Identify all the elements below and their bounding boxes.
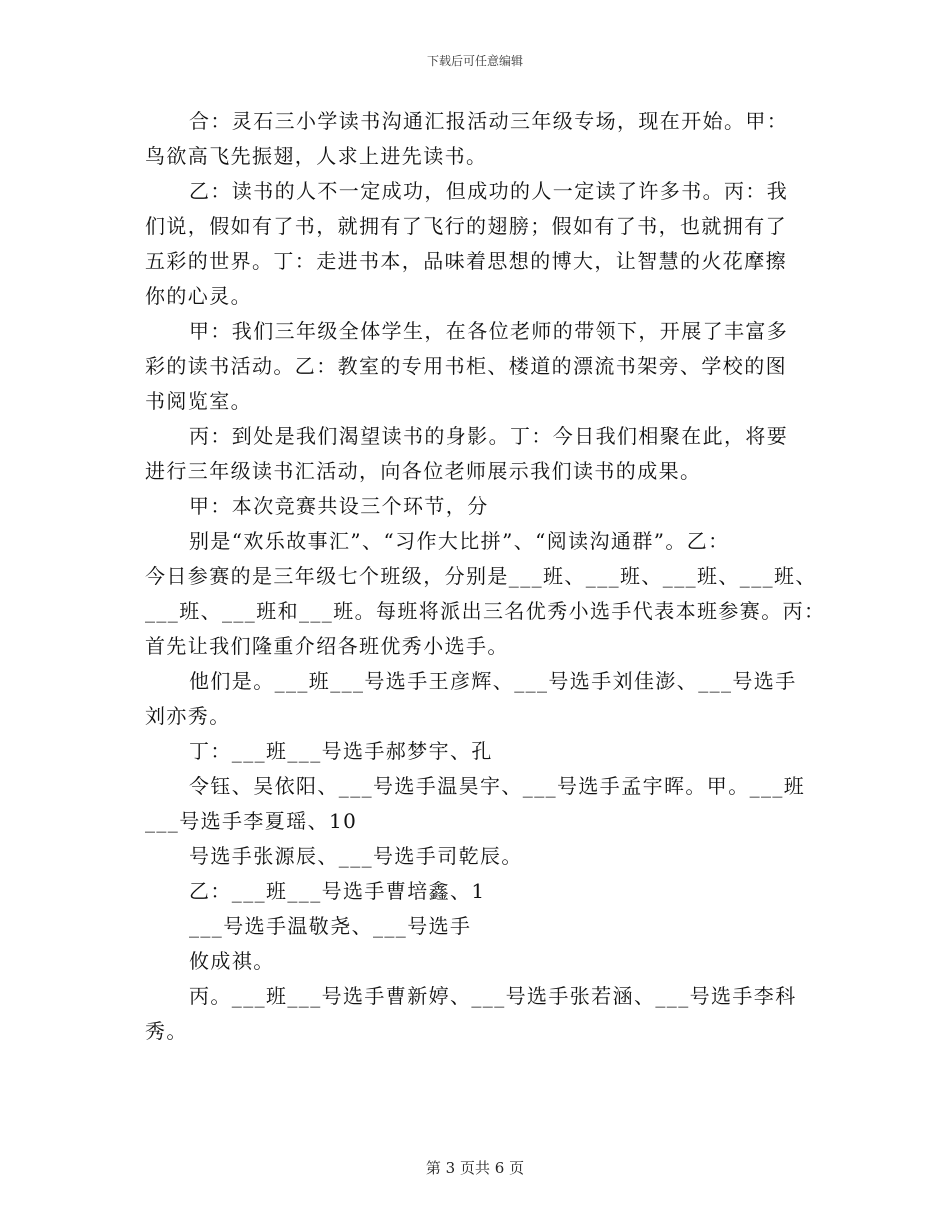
page-footer: 第 3 页共 6 页 (425, 1159, 525, 1177)
text-line: 号选手张源辰、___号选手司乾辰。 (189, 844, 523, 868)
text-line: 刘亦秀。 (145, 704, 231, 728)
text-line: 令钰、吴依阳、___号选手温昊宇、___号选手孟宇晖。甲。___班 (189, 774, 806, 798)
text-line: 合：灵石三小学读书沟通汇报活动三年级专场，现在开始。甲： (189, 109, 789, 133)
text-line: 丙：到处是我们渴望读书的身影。丁：今日我们相聚在此，将要 (189, 424, 789, 448)
text-line: ___号选手李夏瑶、10 (145, 809, 358, 833)
text-line: 进行三年级读书汇活动，向各位老师展示我们读书的成果。 (145, 459, 702, 483)
text-line: 他们是。___班___号选手王彦辉、___号选手刘佳澎、___号选手 (189, 669, 797, 693)
text-line: 攸成祺。 (189, 949, 275, 973)
text-line: 丙。___班___号选手曹新婷、___号选手张若涵、___号选手李科 (189, 984, 797, 1008)
text-line: 乙：读书的人不一定成功，但成功的人一定读了许多书。丙：我 (189, 179, 789, 203)
text-line: 甲：本次竞赛共设三个环节，分 (189, 494, 489, 518)
text-line: 今日参赛的是三年级七个班级，分别是___班、___班、___班、___班、 (145, 564, 817, 588)
text-line: 彩的读书活动。乙：教室的专用书柜、楼道的漂流书架旁、学校的图 (145, 354, 787, 378)
text-line: 丁：___班___号选手郝梦宇、孔 (189, 739, 493, 763)
text-line: 秀。 (145, 1019, 188, 1043)
text-line: 你的心灵。 (145, 284, 252, 308)
text-line: ___号选手温敬尧、___号选手 (189, 914, 472, 938)
document-body (145, 104, 826, 1049)
page-header: 下载后可任意编辑 (426, 54, 523, 68)
text-line: 鸟欲高飞先振翅，人求上进先读书。 (145, 144, 488, 168)
text-line: 书阅览室。 (145, 389, 252, 413)
text-line: 首先让我们隆重介绍各班优秀小选手。 (145, 634, 509, 658)
text-line: 别是“欢乐故事汇”、“习作大比拼”、“阅读沟通群”。乙： (189, 529, 730, 553)
text-line: 五彩的世界。丁：走进书本，品味着思想的博大，让智慧的火花摩擦 (145, 249, 787, 273)
text-line: 们说，假如有了书，就拥有了飞行的翅膀；假如有了书，也就拥有了 (145, 214, 787, 238)
text-line: 甲：我们三年级全体学生，在各位老师的带领下，开展了丰富多 (189, 319, 789, 343)
text-line: ___班、___班和___班。每班将派出三名优秀小选手代表本班参赛。丙： (145, 599, 826, 623)
text-line: 乙：___班___号选手曹培鑫、1 (189, 879, 486, 903)
